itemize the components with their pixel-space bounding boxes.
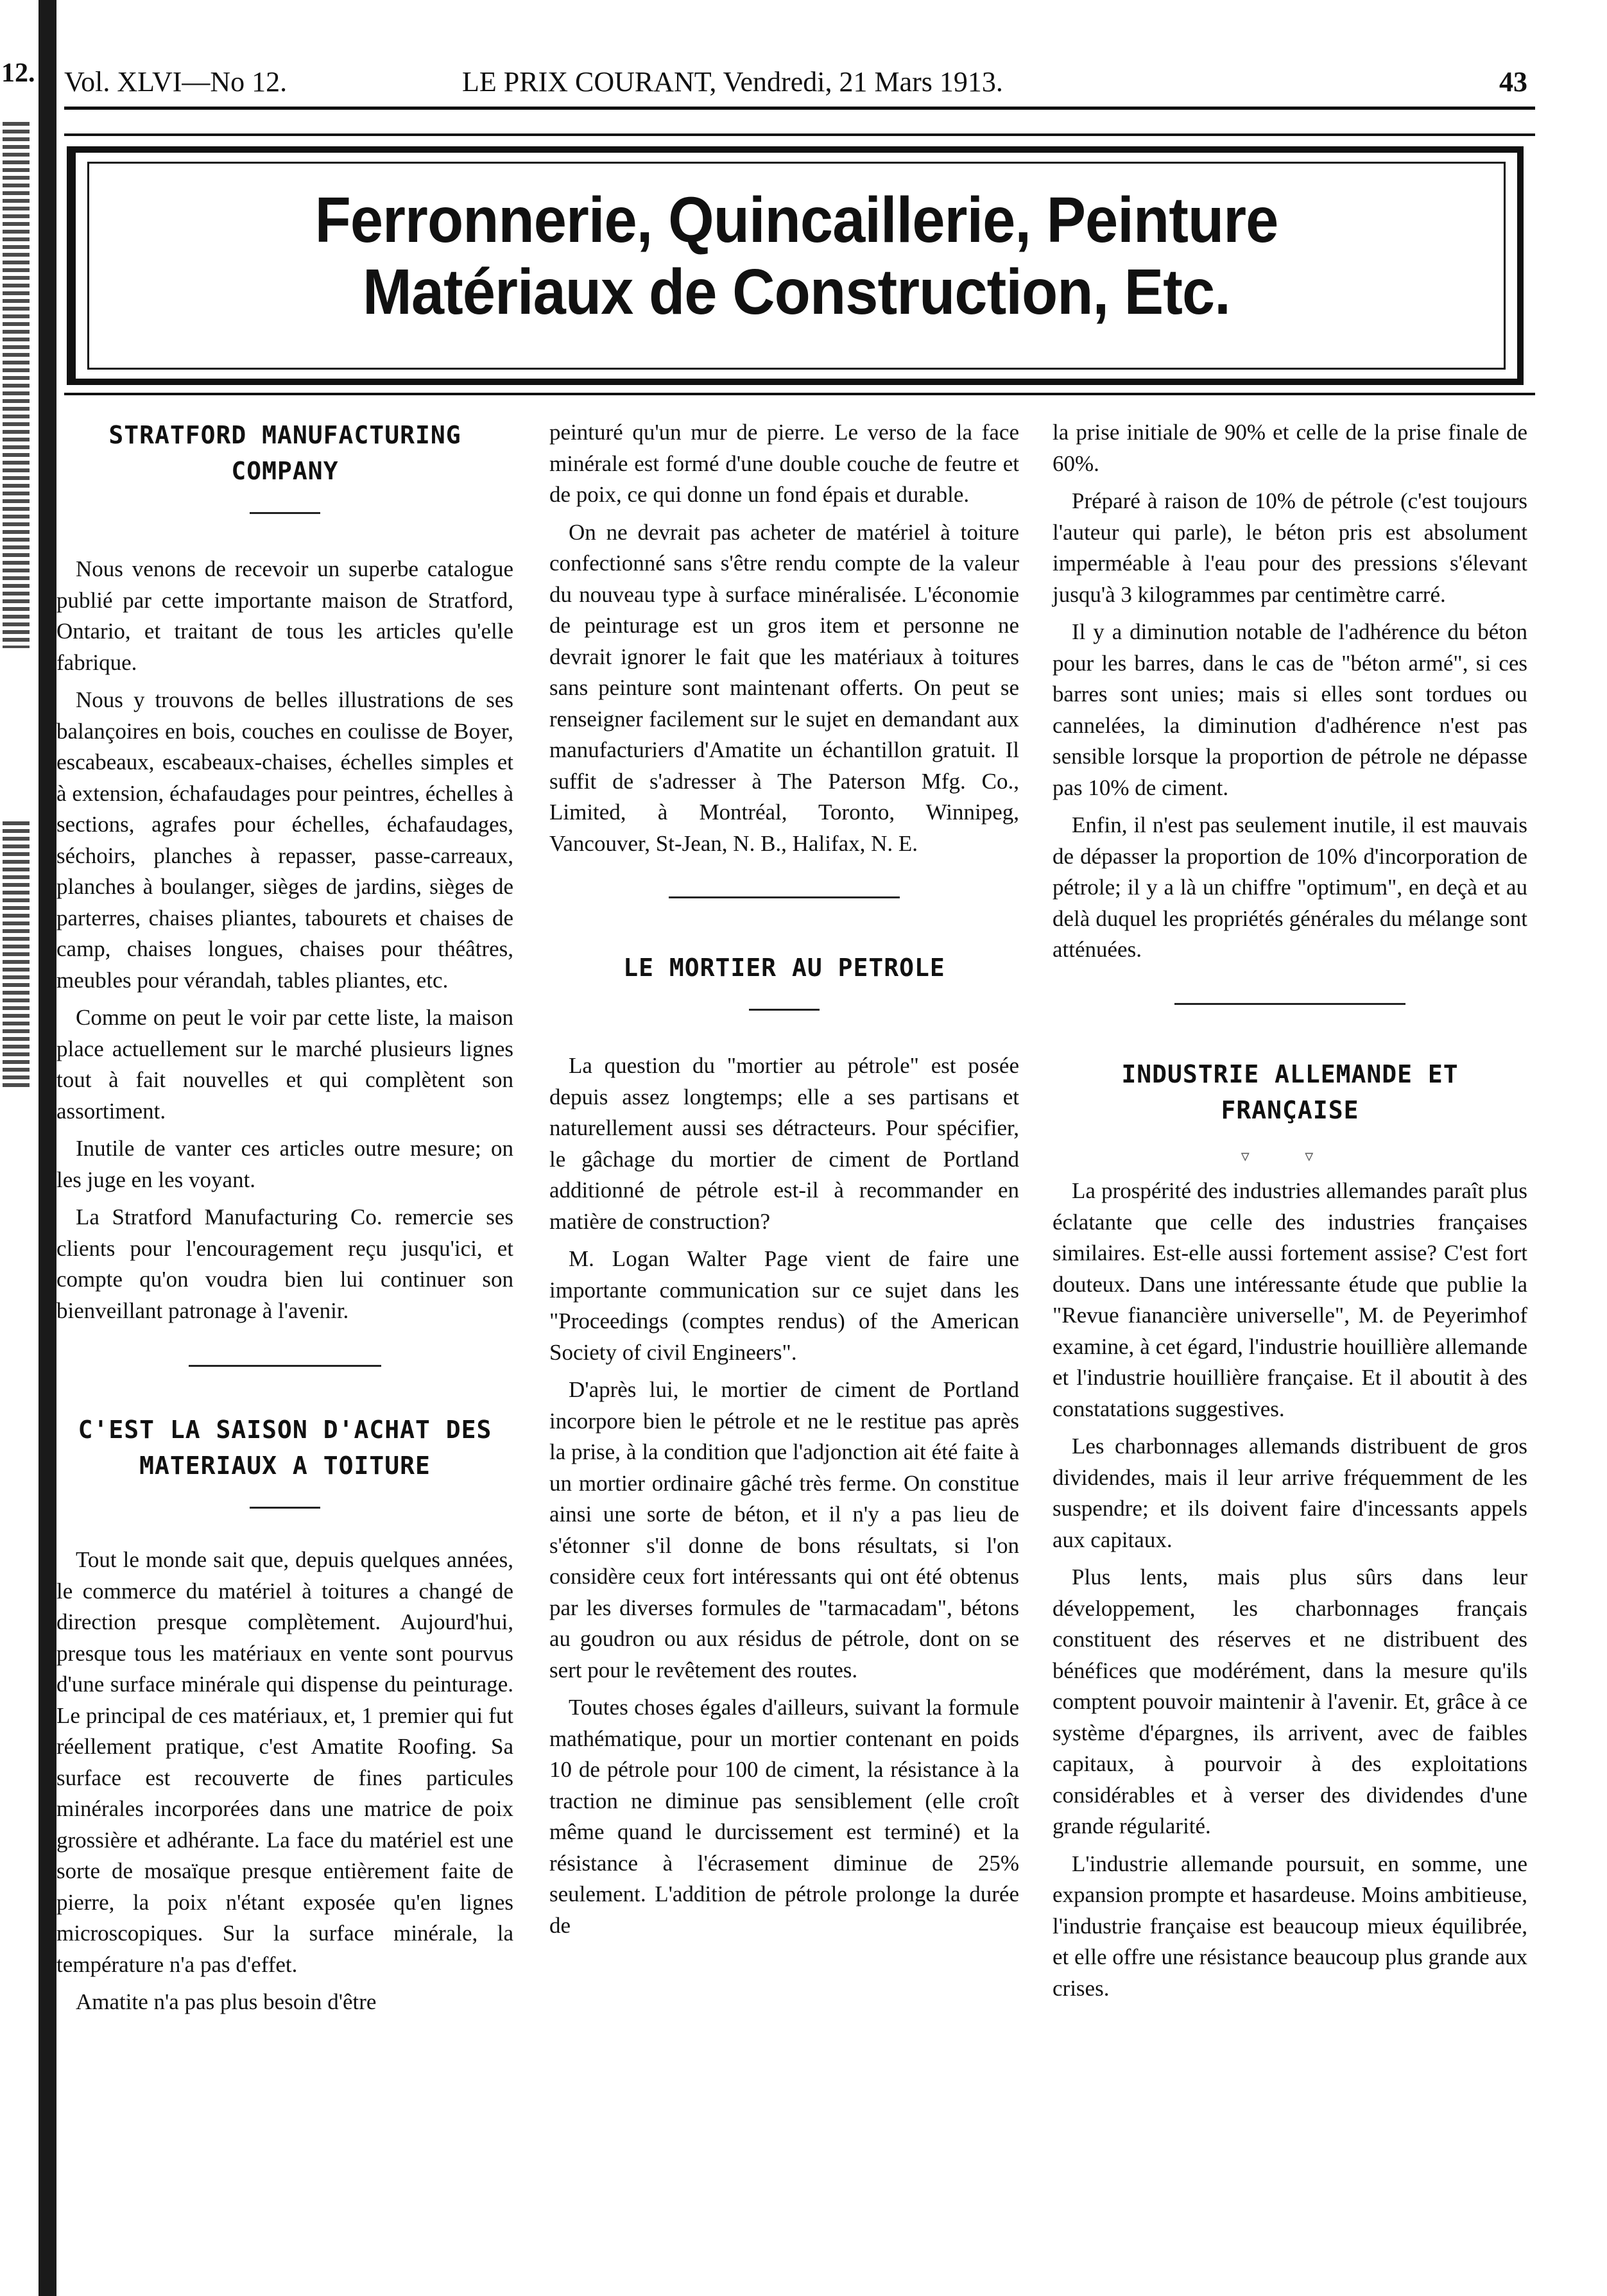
volume-number: Vol. XLVI—No 12. bbox=[64, 66, 288, 98]
heading-rule bbox=[749, 1009, 820, 1011]
adjacent-page-number: 12. bbox=[1, 58, 35, 88]
column-1 bbox=[56, 417, 513, 2025]
paragraph: La question du "mortier au pétrole" est posée depuis assez longtemps; elle a ses partisans et naturellement aussi ses détracteurs. Pour spécifier, le gâchage du mortier de ciment de Portland additionné de pétrole est-il à recommander en matière de construction? bbox=[549, 1053, 1019, 1234]
heading-ornament: ▿ ▿ bbox=[1241, 1146, 1339, 1165]
paragraph: Nous venons de recevoir un superbe catalogue publié par cette importante maison de Stratford, Ontario, et traitant de tous les articles qu'elle fabrique. bbox=[56, 556, 513, 675]
paragraph: Toutes choses égales d'ailleurs, suivant la formule mathématique, pour un mortier contenant en poids 10 de pétrole pour 100 de ciment, la résistance à la traction ne diminue pas sensiblement (elle croît même quand le durcissement est terminé) et la résistance à l'écrasement diminue de 25% seulement. L'addition de pétrole prolonge la durée de bbox=[549, 1695, 1019, 1938]
paragraph: Les charbonnages allemands distribuent de gros dividendes, mais il leur arrive fréquemment de les suspendre; et ils doivent faire d'incessants appels aux capitaux. bbox=[1053, 1434, 1527, 1552]
binding-edge bbox=[39, 0, 56, 2296]
margin-stamp-mark bbox=[3, 821, 30, 1091]
article-heading: C'EST LA SAISON D'ACHAT DES MATERIAUX A TOITURE bbox=[78, 1416, 492, 1480]
paragraph: La Stratford Manufacturing Co. remercie ses clients pour l'encouragement reçu jusqu'ici, et compte qu'on voudra bien lui continuer son bienveillant patronage à l'avenir. bbox=[56, 1204, 513, 1323]
paragraph: L'industrie allemande poursuit, en somme, une expansion prompte et hasardeuse. Moins ambitieuse, l'industrie française est beaucoup mieux équilibrée, et elle offre une résistance beaucoup plus grande aux crises. bbox=[1053, 1851, 1527, 2001]
banner-title-line-1: Ferronnerie, Quincaillerie, Peinture bbox=[314, 184, 1278, 256]
article-separator bbox=[669, 896, 900, 898]
page-number: 43 bbox=[1499, 66, 1527, 98]
heading-rule bbox=[250, 1507, 320, 1509]
article-heading: LE MORTIER AU PETROLE bbox=[623, 954, 945, 982]
paragraph: Il y a diminution notable de l'adhérence du béton pour les barres, dans le cas de "béton armé", si ces barres sont unies; mais si elles sont tordues ou cannelées, la diminution d'adhérence n'est pas sensible lorsque la proportion de pétrole ne dépasse pas 10% de ciment. bbox=[1053, 619, 1527, 800]
paragraph: Plus lents, mais plus sûrs dans leur développement, les charbonnages français constituent des réserves et ne distribuent des bénéfices que modérément, dans la mesure qu'ils comptent pouvoir maintenir à l'avenir. Et, grâce à ce système d'épargnes, ils arrivent, avec de faibles capitaux, à pourvoir à des exploitations considérables et à verser des dividendes d'une grande régularité. bbox=[1053, 1564, 1527, 1838]
column-2 bbox=[549, 417, 1019, 1948]
paragraph: Nous y trouvons de belles illustrations de ses balançoires en bois, couches en coulisse de Boyer, escabeaux, escabeaux-chaises, échelles simples et à extension, échafaudages pour peintres, échelles à sections, agrafes pour échelles, échafaudages, séchoirs, planches à repasser, passe-carreaux, planches à boulanger, sièges de jardins, sièges de parterres, chaises pliantes, tabourets et chaises de camp, chaises longues, chaises pour théâtres, meubles pour vérandah, tables pliantes, etc. bbox=[56, 687, 513, 993]
article-separator bbox=[189, 1365, 381, 1367]
article-heading: STRATFORD MANUFACTURING COMPANY bbox=[108, 421, 461, 485]
margin-stamp-mark bbox=[3, 122, 30, 648]
column-3 bbox=[1053, 417, 1527, 2010]
article-separator bbox=[1174, 1003, 1405, 1005]
banner-bottom-rule bbox=[64, 393, 1535, 395]
running-header bbox=[64, 65, 1527, 104]
paragraph: La prospérité des industries allemandes paraît plus éclatante que celle des industries françaises similaires. Est-elle aussi fortement assise? C'est fort douteux. Dans une intéressante étude que publie la "Revue fianancière universelle", M. de Peyerimhof examine, à cet égard, l'industrie houillière allemande et l'industrie houillière française. Et il aboutit à des constatations suggestives. bbox=[1053, 1178, 1527, 1421]
banner-title-line-2: Matériaux de Construction, Etc. bbox=[363, 256, 1230, 328]
paragraph: Inutile de vanter ces articles outre mesure; on les juge en les voyant. bbox=[56, 1136, 513, 1192]
publication-date-line: LE PRIX COURANT, Vendredi, 21 Mars 1913. bbox=[462, 66, 1003, 98]
paragraph: Comme on peut le voir par cette liste, la maison place actuellement sur le marché plusieurs lignes tout à fait nouvelles et qui complètent son assortiment. bbox=[56, 1005, 513, 1124]
paragraph: D'après lui, le mortier de ciment de Portland incorpore bien le pétrole et ne le restitue pas après la prise, à la condition que l'adjonction ait été faite à un mortier ordinaire gâché très ferme. On constitue ainsi une sorte de béton, et il n'y a pas lieu de s'étonner s'il donne de bons résultats, si l'on considère ceux fort intéressants qui ont été obtenus par les diverses formules de "tarmacadam", bétons au goudron ou aux résidus de pétrole, dont on se sert pour le revêtement des routes. bbox=[549, 1377, 1019, 1683]
paragraph-continued: la prise initiale de 90% et celle de la prise finale de 60%. bbox=[1053, 420, 1527, 476]
paragraph: M. Logan Walter Page vient de faire une importante communication sur ce sujet dans les "Proceedings (comptes rendus) of the American Society of civil Engineers". bbox=[549, 1246, 1019, 1365]
header-rule bbox=[64, 107, 1535, 110]
heading-rule bbox=[250, 512, 320, 514]
paragraph: On ne devrait pas acheter de matériel à toiture confectionné sans s'être rendu compte de la valeur du nouveau type à surface minéralisée. L'économie de peinturage est un gros item et personne ne devrait ignorer le fait que les matériaux à toitures sans peinture sont maintenant offerts. On peut se renseigner facilement sur le sujet en demandant aux manufacturiers d'Amatite un échantillon gratuit. Il suffit de s'adresser à The Paterson Mfg. Co., Limited, à Montréal, Toronto, Winnipeg, Vancouver, St-Jean, N. B., Halifax, N. E. bbox=[549, 519, 1019, 856]
article-heading: INDUSTRIE ALLEMANDE ET FRANÇAISE bbox=[1121, 1059, 1459, 1124]
paragraph: Amatite n'a pas plus besoin d'être bbox=[76, 1989, 377, 2014]
paragraph-continued: peinturé qu'un mur de pierre. Le verso de la face minérale est formé d'une double couche de feutre et de poix, ce qui donne un fond épais et durable. bbox=[549, 420, 1019, 507]
section-banner bbox=[67, 146, 1524, 385]
paragraph: Tout le monde sait que, depuis quelques années, le commerce du matériel à toitures a changé de direction presque complètement. Aujourd'hui, presque tous les matériaux en vente sont pourvus d'une surface minérale qui dispense du peinturage. Le principal de ces matériaux, et, 1 premier qui fut réellement pratique, c'est Amatite Roofing. Sa surface est recouverte de fines particules minérales incorporées dans une matrice de poix grossière et adhérante. La face du matériel est une sorte de mosaïque presque entièrement faite de pierre, la poix n'étant exposée qu'en lignes microscopiques. Sur la surface minérale, la température n'a pas d'effet. bbox=[56, 1547, 513, 1977]
paragraph: Préparé à raison de 10% de pétrole (c'est toujours l'auteur qui parle), le béton pris est absolument imperméable à l'eau pour des pressions s'élevant jusqu'à 3 kilogrammes par centimètre carré. bbox=[1053, 488, 1527, 607]
paragraph: Enfin, il n'est pas seulement inutile, il est mauvais de dépasser la proportion de 10% d'incorporation de pétrole; il y a là un chiffre "optimum", en deçà et au delà duquel les propriétés générales du mélange sont atténuées. bbox=[1053, 812, 1527, 962]
header-rule bbox=[64, 133, 1535, 136]
